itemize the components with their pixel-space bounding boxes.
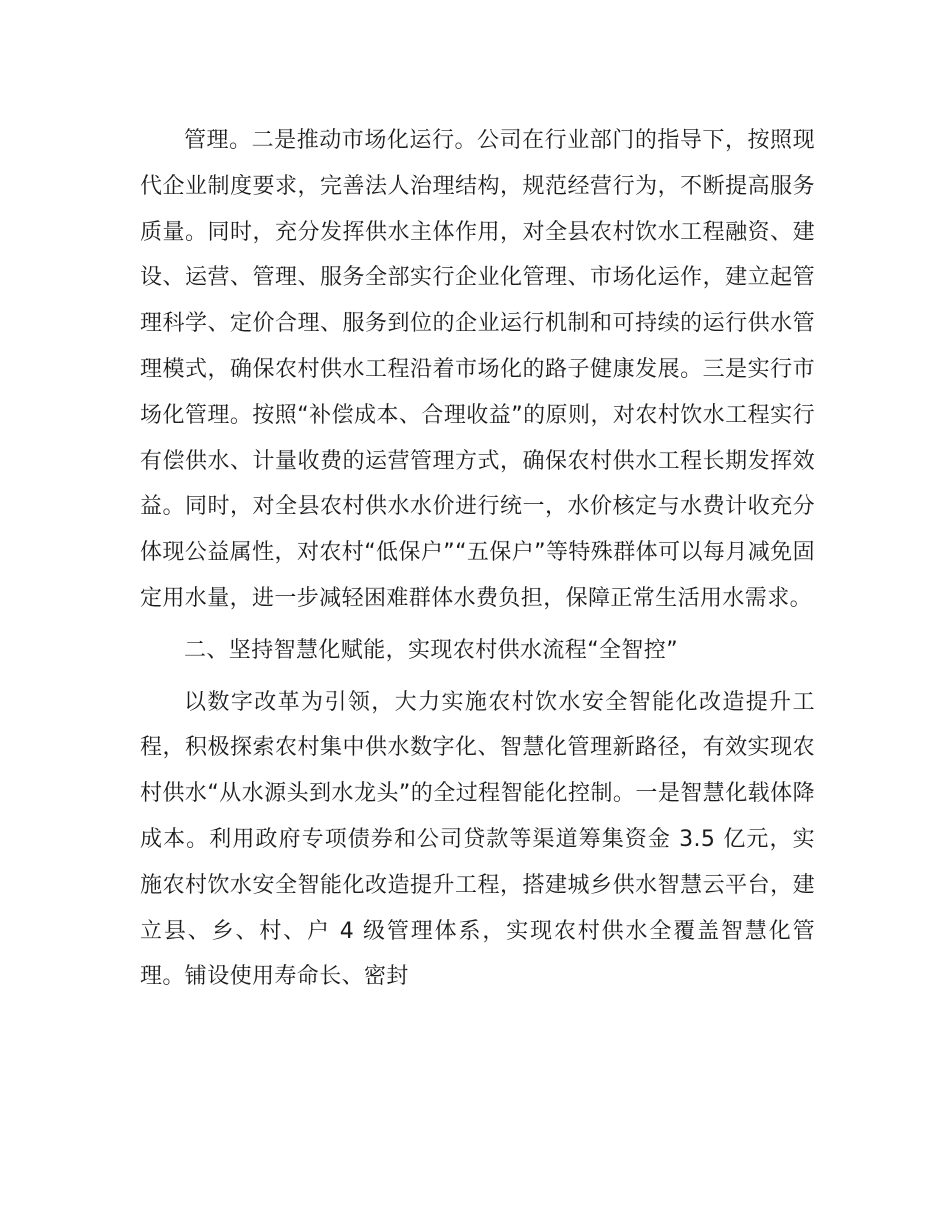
section-heading-smart-empowerment: 二、坚持智慧化赋能，实现农村供水流程“全智控” [184,637,678,663]
paragraph-market-management: 管理。二是推动市场化运行。公司在行业部门的指导下，按照现代企业制度要求，完善法人治理结构，规范经营行为，不断提高服务质量。同时，充分发挥供水主体作用，对全县农村饮水工程融资、建设、运营、管理、服务全部实行企业化管理、市场化运作，建立起管理科学、定价合理、服务到位的企业运行机制和可持续的运行供水管理模式，确保农村供水工程沿着市场化的路子健康发展。三是实行市场化管理。按照“补偿成本、合理收益”的原则，对农村饮水工程实行有偿供水、计量收费的运营管理方式，确保农村供水工程长期发挥效益。同时，对全县农村供水水价进行统一，水价核定与水费计收充分体现公益属性，对农村“低保户”“五保户”等特殊群体可以每月减免固定用水量，进一步减轻困难群体水费负担，保障正常生活用水需求。 [140,128,815,611]
paragraph-digital-reform: 以数字改革为引领，大力实施农村饮水安全智能化改造提升工程，积极探索农村集中供水数字化、智慧化管理新路径，有效实现农村供水“从水源头到水龙头”的全过程智能化控制。一是智慧化载体降成本。利用政府专项债券和公司贷款等渠道筹集资金 3.5 亿元，实施农村饮水安全智能化改造提升工程，搭建城乡供水智慧云平台，建立县、乡、村、户 4 级管理体系，实现农村供水全覆盖智慧化管理。铺设使用寿命长、密封 [140,689,815,990]
document-body [140,118,815,1000]
